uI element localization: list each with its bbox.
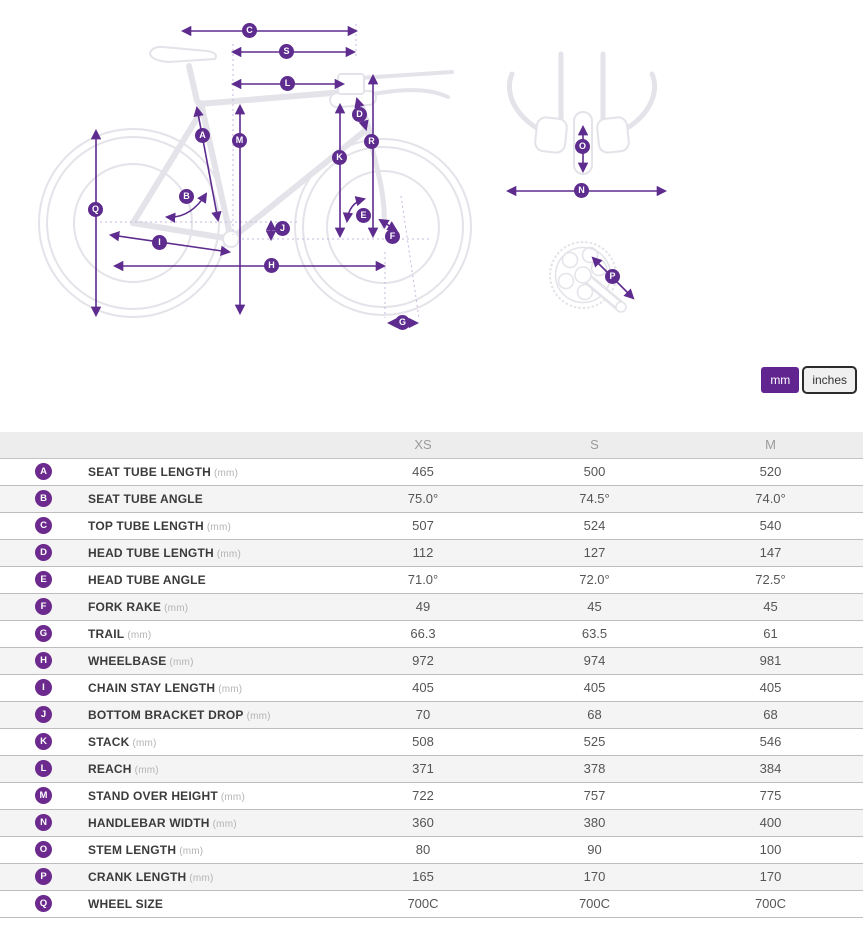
- measurement-unit: (mm): [246, 710, 271, 722]
- row-letter-badge: K: [35, 733, 52, 750]
- geometry-row: [0, 782, 863, 809]
- measurement-unit: (mm): [164, 602, 189, 614]
- diagram-badge-l: L: [280, 76, 295, 91]
- diagram-badge-e: E: [356, 208, 371, 223]
- value-m: 384: [678, 755, 863, 782]
- value-xs: 75.0°: [335, 485, 511, 512]
- diagram-badge-d: D: [352, 107, 367, 122]
- row-label-cell: [88, 593, 335, 620]
- diagram-badge-o: O: [575, 139, 590, 154]
- diagram-badge-q: Q: [88, 202, 103, 217]
- value-s: 63.5: [511, 620, 678, 647]
- measurement-label: BOTTOM BRACKET DROP: [88, 707, 244, 722]
- measurement-unit: (mm): [218, 683, 243, 695]
- measurement-unit: (mm): [169, 656, 194, 668]
- value-s: 524: [511, 512, 678, 539]
- row-label-cell: [88, 728, 335, 755]
- measurement-label: CHAIN STAY LENGTH: [88, 680, 216, 695]
- row-letter-badge: Q: [35, 895, 52, 912]
- measurement-unit: (mm): [212, 818, 237, 830]
- row-badge-cell: [0, 647, 88, 674]
- measurement-unit: (mm): [216, 548, 241, 560]
- row-label-cell: [88, 701, 335, 728]
- geometry-row: [0, 593, 863, 620]
- row-letter-badge: G: [35, 625, 52, 642]
- value-xs: 71.0°: [335, 566, 511, 593]
- right-armrest: [596, 117, 629, 154]
- seatstay-tube: [133, 110, 202, 223]
- diagram-badge-r: R: [364, 134, 379, 149]
- diagram-badge-f: F: [385, 229, 400, 244]
- size-column-xs: XS: [335, 432, 511, 458]
- diagram-badge-c: C: [242, 23, 257, 38]
- value-xs: 405: [335, 674, 511, 701]
- value-m: 775: [678, 782, 863, 809]
- diagram-badge-h: H: [264, 258, 279, 273]
- diagram-badge-j: J: [275, 221, 290, 236]
- value-m: 100: [678, 836, 863, 863]
- row-label-cell: [88, 755, 335, 782]
- geometry-row: [0, 836, 863, 863]
- measurement-label: REACH: [88, 761, 132, 776]
- row-label-cell: [88, 890, 335, 917]
- chainring-cutout: [592, 261, 607, 276]
- chainstay-tube: [133, 223, 231, 239]
- value-xs: 722: [335, 782, 511, 809]
- row-letter-badge: L: [35, 760, 52, 777]
- measurement-label: HEAD TUBE LENGTH: [88, 545, 214, 560]
- value-xs: 66.3: [335, 620, 511, 647]
- value-xs: 700C: [335, 890, 511, 917]
- row-badge-cell: [0, 755, 88, 782]
- measurement-label: CRANK LENGTH: [88, 869, 187, 884]
- inches-toggle-button[interactable]: inches: [802, 366, 857, 394]
- value-s: 405: [511, 674, 678, 701]
- row-badge-cell: [0, 566, 88, 593]
- diagram-badge-p: P: [605, 269, 620, 284]
- value-xs: 70: [335, 701, 511, 728]
- crank-spindle: [575, 267, 591, 283]
- geometry-row: [0, 485, 863, 512]
- value-xs: 80: [335, 836, 511, 863]
- measurement-unit: (mm): [206, 521, 232, 533]
- measurement-unit: (mm): [189, 872, 214, 884]
- row-letter-badge: I: [35, 679, 52, 696]
- row-label-cell: [88, 512, 335, 539]
- bike-side-view-art: [39, 47, 471, 317]
- row-badge-cell: [0, 593, 88, 620]
- value-m: 981: [678, 647, 863, 674]
- value-s: 74.5°: [511, 485, 678, 512]
- handlebar-top-view-art: [509, 54, 654, 174]
- value-m: 45: [678, 593, 863, 620]
- value-s: 380: [511, 809, 678, 836]
- geometry-diagram: [0, 0, 863, 400]
- geometry-row: [0, 566, 863, 593]
- value-m: 147: [678, 539, 863, 566]
- geometry-row: [0, 728, 863, 755]
- bike-diagram-svg: [0, 0, 863, 360]
- measurement-label: HEAD TUBE ANGLE: [88, 572, 206, 587]
- diagram-badge-m: M: [232, 133, 247, 148]
- value-xs: 360: [335, 809, 511, 836]
- value-m: 700C: [678, 890, 863, 917]
- mm-toggle-button[interactable]: mm: [761, 367, 799, 393]
- row-label-cell: [88, 647, 335, 674]
- value-s: 757: [511, 782, 678, 809]
- row-letter-badge: C: [35, 517, 52, 534]
- measurement-label: SEAT TUBE LENGTH: [88, 464, 211, 479]
- size-header-row: [0, 432, 863, 458]
- measurement-label: STEM LENGTH: [88, 842, 177, 857]
- diagram-badge-k: K: [332, 150, 347, 165]
- value-s: 700C: [511, 890, 678, 917]
- measurement-label: WHEELBASE: [88, 653, 167, 668]
- measurement-label: HANDLEBAR WIDTH: [88, 815, 210, 830]
- measurement-label: SEAT TUBE ANGLE: [88, 491, 204, 506]
- row-letter-badge: P: [35, 868, 52, 885]
- row-letter-badge: J: [35, 706, 52, 723]
- value-xs: 112: [335, 539, 511, 566]
- measurement-unit: (mm): [220, 791, 245, 803]
- value-m: 74.0°: [678, 485, 863, 512]
- row-badge-cell: [0, 782, 88, 809]
- value-m: 546: [678, 728, 863, 755]
- value-m: 400: [678, 809, 863, 836]
- value-xs: 371: [335, 755, 511, 782]
- geometry-table-body: [0, 458, 863, 917]
- row-label-cell: [88, 539, 335, 566]
- value-s: 525: [511, 728, 678, 755]
- bottom-bracket: [223, 231, 239, 247]
- row-badge-cell: [0, 620, 88, 647]
- value-s: 45: [511, 593, 678, 620]
- saddle: [150, 47, 216, 62]
- row-label-cell: [88, 674, 335, 701]
- measurement-label: WHEEL SIZE: [88, 896, 164, 911]
- value-m: 72.5°: [678, 566, 863, 593]
- row-letter-badge: H: [35, 652, 52, 669]
- measurement-unit: (mm): [132, 737, 157, 749]
- value-s: 500: [511, 458, 678, 485]
- geometry-row: [0, 458, 863, 485]
- seatpost: [189, 66, 197, 101]
- row-letter-badge: O: [35, 841, 52, 858]
- row-label-cell: [88, 809, 335, 836]
- measurement-unit: (mm): [134, 764, 159, 776]
- geometry-row: [0, 647, 863, 674]
- row-label-cell: [88, 458, 335, 485]
- geometry-row: [0, 890, 863, 917]
- value-m: 170: [678, 863, 863, 890]
- diagram-badge-g: G: [395, 315, 410, 330]
- row-label-cell: [88, 782, 335, 809]
- row-badge-cell: [0, 836, 88, 863]
- value-s: 127: [511, 539, 678, 566]
- seat-tube: [201, 103, 231, 239]
- row-letter-badge: F: [35, 598, 52, 615]
- measurement-label: FORK RAKE: [88, 599, 162, 614]
- geometry-row: [0, 863, 863, 890]
- row-label-cell: [88, 485, 335, 512]
- row-label-cell: [88, 566, 335, 593]
- row-label-cell: [88, 863, 335, 890]
- measurement-label: STACK: [88, 734, 130, 749]
- size-column-s: S: [511, 432, 678, 458]
- measurement-label: STAND OVER HEIGHT: [88, 788, 218, 803]
- value-m: 540: [678, 512, 863, 539]
- value-xs: 49: [335, 593, 511, 620]
- measurement-unit: (mm): [179, 845, 204, 857]
- row-letter-badge: E: [35, 571, 52, 588]
- value-m: 520: [678, 458, 863, 485]
- row-badge-cell: [0, 485, 88, 512]
- size-column-m: M: [678, 432, 863, 458]
- geometry-row: [0, 755, 863, 782]
- row-badge-cell: [0, 728, 88, 755]
- diagram-badge-n: N: [574, 183, 589, 198]
- measurement-label: TRAIL: [88, 626, 125, 641]
- value-xs: 165: [335, 863, 511, 890]
- geometry-row: [0, 539, 863, 566]
- left-armrest: [534, 117, 567, 154]
- measurement-label: TOP TUBE LENGTH: [88, 518, 204, 533]
- row-badge-cell: [0, 701, 88, 728]
- value-m: 68: [678, 701, 863, 728]
- header-spacer: [0, 432, 335, 458]
- row-badge-cell: [0, 674, 88, 701]
- value-s: 378: [511, 755, 678, 782]
- value-s: 90: [511, 836, 678, 863]
- pedal-hole: [616, 302, 626, 312]
- row-badge-cell: [0, 863, 88, 890]
- geometry-table-wrap: [0, 432, 863, 918]
- row-badge-cell: [0, 512, 88, 539]
- value-m: 405: [678, 674, 863, 701]
- geometry-table: [0, 432, 863, 918]
- row-letter-badge: D: [35, 544, 52, 561]
- value-m: 61: [678, 620, 863, 647]
- value-xs: 507: [335, 512, 511, 539]
- value-xs: 972: [335, 647, 511, 674]
- value-s: 68: [511, 701, 678, 728]
- geometry-row: [0, 701, 863, 728]
- row-letter-badge: A: [35, 463, 52, 480]
- diagram-badge-s: S: [279, 44, 294, 59]
- diagram-badge-a: A: [195, 128, 210, 143]
- measurement-unit: (mm): [213, 467, 239, 479]
- chainring-cutout: [563, 253, 578, 268]
- diagram-badge-i: I: [152, 235, 167, 250]
- row-badge-cell: [0, 809, 88, 836]
- row-label-cell: [88, 620, 335, 647]
- diagram-badge-b: B: [179, 189, 194, 204]
- geometry-row: [0, 809, 863, 836]
- row-letter-badge: B: [35, 490, 52, 507]
- value-xs: 508: [335, 728, 511, 755]
- value-s: 974: [511, 647, 678, 674]
- geometry-row: [0, 512, 863, 539]
- geometry-row: [0, 620, 863, 647]
- geometry-row: [0, 674, 863, 701]
- measurement-unit: (mm): [127, 629, 152, 641]
- row-letter-badge: N: [35, 814, 52, 831]
- unit-toggle: [761, 366, 857, 394]
- value-s: 170: [511, 863, 678, 890]
- row-label-cell: [88, 836, 335, 863]
- value-xs: 465: [335, 458, 511, 485]
- row-badge-cell: [0, 890, 88, 917]
- value-s: 72.0°: [511, 566, 678, 593]
- row-letter-badge: M: [35, 787, 52, 804]
- chainring-cutout: [559, 274, 574, 289]
- row-badge-cell: [0, 458, 88, 485]
- row-badge-cell: [0, 539, 88, 566]
